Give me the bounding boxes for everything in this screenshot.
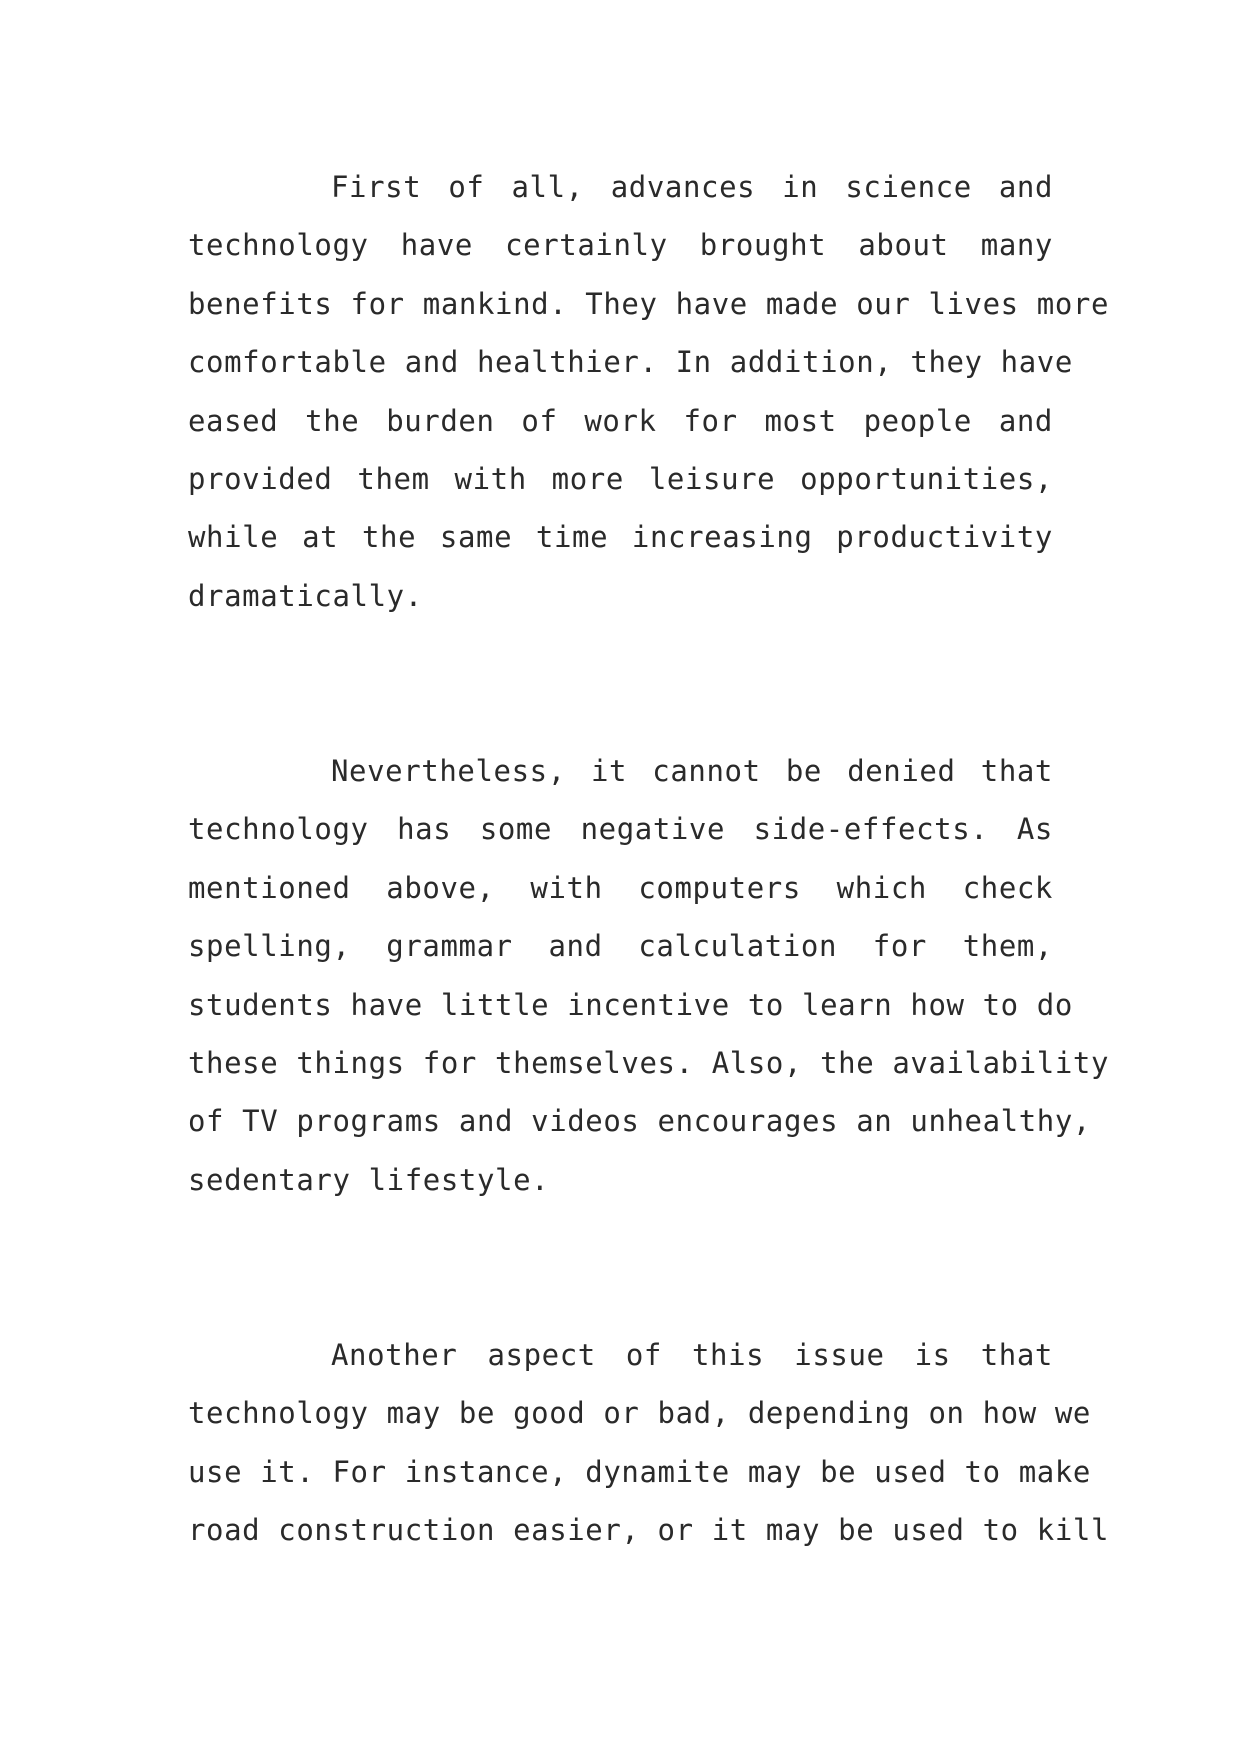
text-line: use it. For instance, dynamite may be used to make <box>188 1454 1091 1489</box>
text-line: while at the same time increasing productivity <box>188 520 1053 555</box>
text-line: these things for themselves. Also, the availability <box>188 1045 1110 1080</box>
text-line: sedentary lifestyle. <box>188 1162 550 1197</box>
text-line: of TV programs and videos encourages an unhealthy, <box>188 1104 1091 1139</box>
paragraph-benefits <box>188 158 1110 625</box>
text-line: technology has some negative side-effects. As <box>188 812 1053 847</box>
text-line: mentioned above, with computers which check <box>188 870 1053 905</box>
text-line: technology may be good or bad, depending on how we <box>188 1396 1091 1431</box>
text-line: Nevertheless, it cannot be denied that <box>331 754 1053 788</box>
text-line: technology have certainly brought about many <box>188 228 1053 263</box>
text-line: First of all, advances in science and <box>331 170 1053 204</box>
text-line: road construction easier, or it may be used to kill <box>188 1513 1110 1548</box>
text-line: comfortable and healthier. In addition, they have <box>188 345 1073 380</box>
paragraph-side-effects <box>188 742 1110 1209</box>
text-line: benefits for mankind. They have made our lives more <box>188 286 1110 321</box>
text-line: dramatically. <box>188 578 423 613</box>
paragraph-another-aspect <box>188 1326 1110 1560</box>
text-line: students have little incentive to learn how to do <box>188 987 1073 1022</box>
text-line: spelling, grammar and calculation for them, <box>188 929 1053 964</box>
text-line: provided them with more leisure opportunities, <box>188 461 1053 496</box>
text-line: eased the burden of work for most people and <box>188 403 1053 438</box>
text-line: Another aspect of this issue is that <box>331 1338 1053 1372</box>
